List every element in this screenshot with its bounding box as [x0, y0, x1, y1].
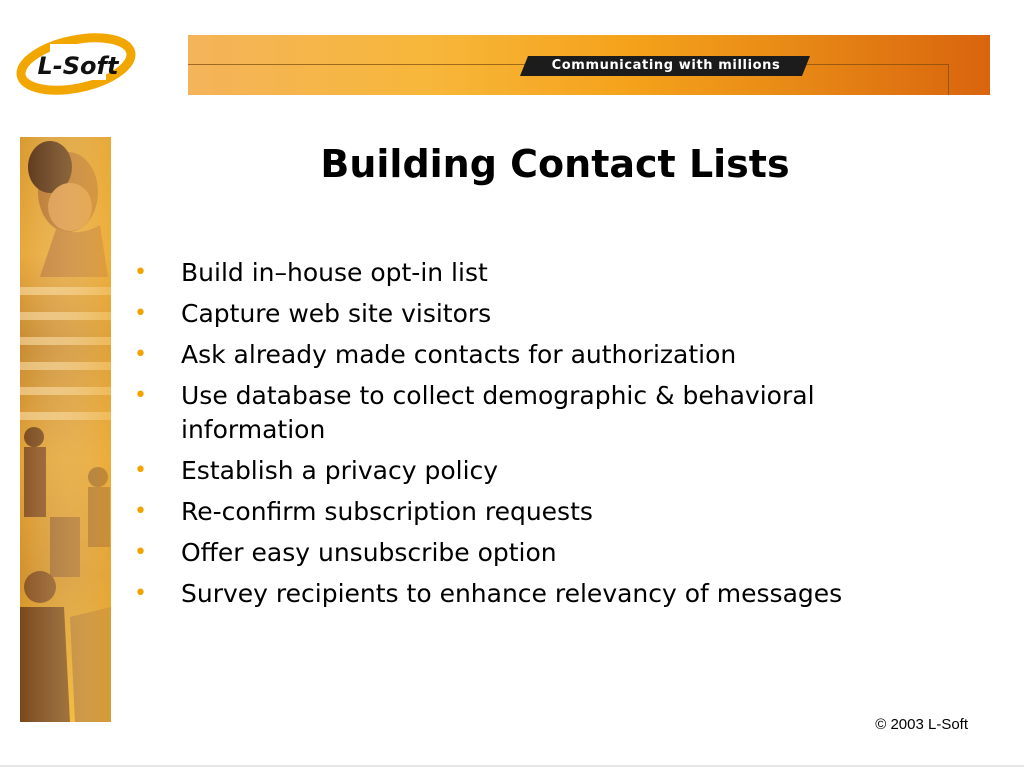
bullet-text: Offer easy unsubscribe option: [181, 538, 557, 567]
bullet-text: Use database to collect demographic & behavioral information: [181, 381, 815, 444]
tagline-text: Communicating with millions: [551, 58, 781, 73]
header-banner: [188, 35, 990, 95]
bullet-dot-icon: •: [134, 342, 147, 367]
people-collage-image: [20, 137, 111, 722]
bullet-item: [130, 379, 930, 447]
decorative-photo-strip: [20, 137, 111, 722]
bullet-dot-icon: •: [134, 499, 147, 524]
bullet-text: Ask already made contacts for authorization: [181, 340, 737, 369]
bullet-text: Capture web site visitors: [181, 299, 492, 328]
bullet-dot-icon: •: [134, 383, 147, 408]
slide-title: Building Contact Lists: [320, 142, 790, 186]
bullet-dot-icon: •: [134, 458, 147, 483]
bullet-text: Build in–house opt-in list: [181, 258, 488, 287]
logo-wordmark: L-Soft: [37, 52, 119, 80]
bullet-list: [130, 256, 930, 618]
banner-divider-vertical: [948, 64, 949, 95]
bullet-dot-icon: •: [134, 540, 147, 565]
bullet-item: [130, 495, 930, 529]
bullet-dot-icon: •: [134, 581, 147, 606]
bullet-text: Establish a privacy policy: [181, 456, 499, 485]
bullet-item: [130, 577, 930, 611]
bullet-item: [130, 536, 930, 570]
bullet-item: [130, 297, 930, 331]
bullet-item: [130, 256, 930, 290]
logo-ring-icon: [16, 30, 140, 98]
bullet-dot-icon: •: [134, 260, 147, 285]
tagline-pill: [518, 55, 814, 77]
bullet-item: [130, 454, 930, 488]
bullet-text: Survey recipients to enhance relevancy of messages: [181, 579, 843, 608]
bottom-divider: [0, 765, 1024, 767]
l-soft-logo: [16, 30, 140, 98]
bullet-item: [130, 338, 930, 372]
bullet-text: Re-confirm subscription requests: [181, 497, 593, 526]
bullet-dot-icon: •: [134, 301, 147, 326]
copyright-footer: © 2003 L-Soft: [875, 716, 968, 733]
